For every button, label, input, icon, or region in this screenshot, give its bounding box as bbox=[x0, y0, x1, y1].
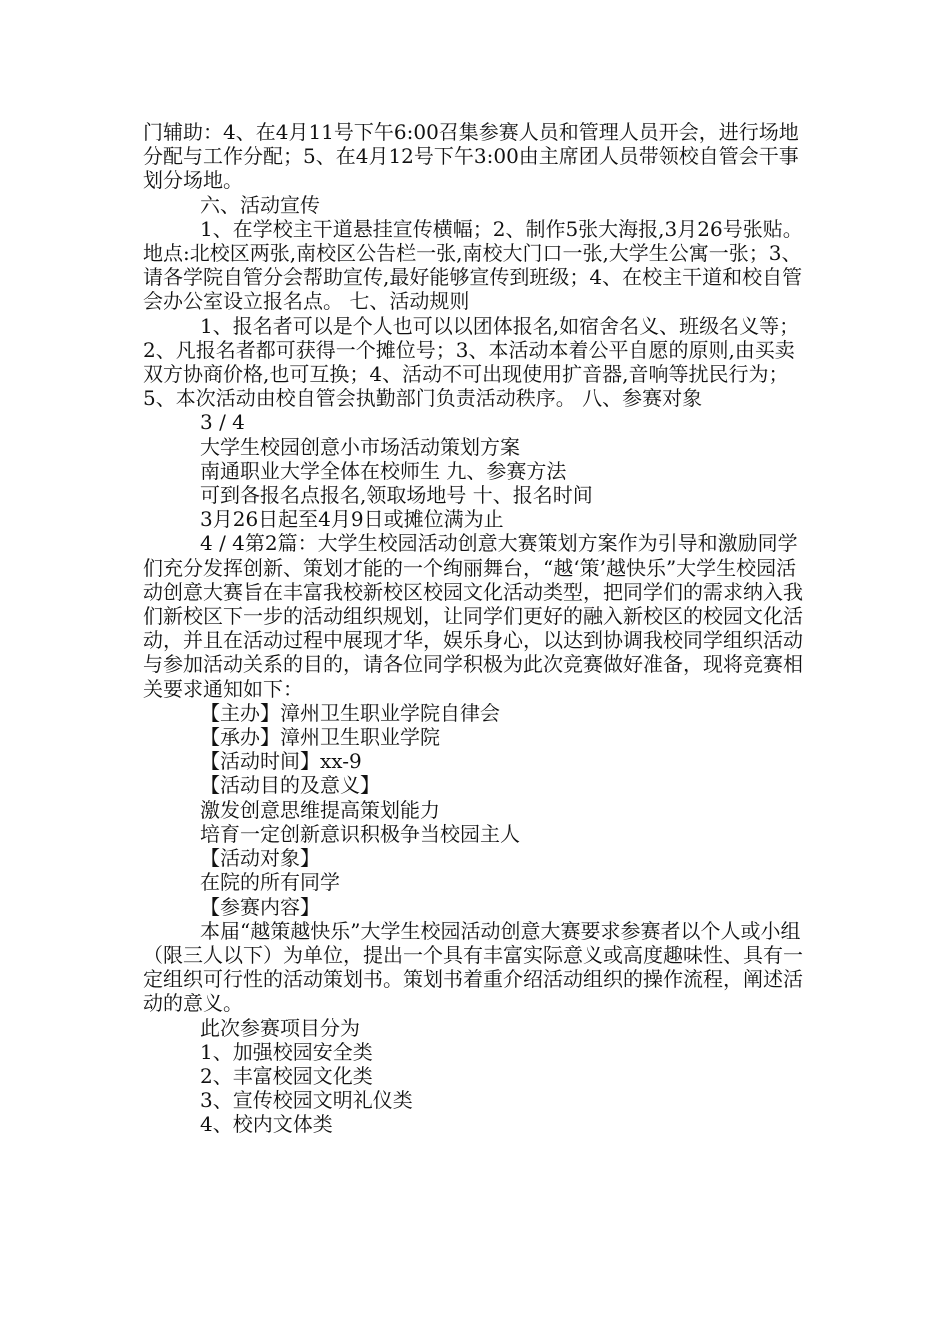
purpose-item-2: 培育一定创新意识积极争当校园主人 bbox=[200, 821, 520, 846]
category-item-3: 3、宣传校园文明礼仪类 bbox=[200, 1088, 413, 1113]
audience-heading: 【活动对象】 bbox=[200, 846, 320, 871]
paragraph-rules: 1、报名者可以是个人也可以以团体报名,如宿舍名义、班级名义等；2、凡报名者都可获得一个摊位号；3、本活动本着公平自愿的原则,由买卖双方协商价格,也可互换；4、活动不可出现使用扩音器,音响等扰民行为；5、本次活动由校自管会执勤部门负责活动秩序。 八、参赛对象 bbox=[143, 313, 800, 411]
audience-line: 在院的所有同学 bbox=[200, 870, 340, 895]
host-line: 【承办】漳州卫生职业学院 bbox=[200, 725, 440, 750]
heading-publicity: 六、活动宣传 bbox=[200, 192, 320, 217]
signup-time-line: 3月26日起至4月9日或摊位满为止 bbox=[200, 507, 504, 532]
paragraph-contest-intro: 4 / 4第2篇：大学生校园活动创意大赛策划方案作为引导和激励同学们充分发挥创新、策划才能的一个绚丽舞台，“越‘策’越快乐”大学生校园活动创意大赛旨在丰富我校新校区校园文化活动类型，把同学们的需求纳入我们新校区下一步的活动组织规划，让同学们更好的融入新校区的校园文化活动，并且在活动过程中展现才华，娱乐身心，以达到协调我校同学组织活动与参加活动关系的目的，请各位同学积极为此次竞赛做好准备，现将竞赛相关要求通知如下： bbox=[143, 531, 803, 701]
paragraph-publicity: 1、在学校主干道悬挂宣传横幅；2、制作5张大海报,3月26号张贴。地点:北校区两张,南校区公告栏一张,南校大门口一张,大学生公寓一张；3、请各学院自管分会帮助宣传,最好能够宣传到班级；4、在校主干道和校自管会办公室设立报名点。 七、活动规则 bbox=[143, 216, 803, 314]
purpose-item-1: 激发创意思维提高策划能力 bbox=[200, 797, 440, 822]
participants-line: 南通职业大学全体在校师生 九、参赛方法 bbox=[200, 458, 567, 483]
category-item-2: 2、丰富校园文化类 bbox=[200, 1063, 373, 1088]
categories-intro: 此次参赛项目分为 bbox=[200, 1015, 360, 1040]
purpose-heading: 【活动目的及意义】 bbox=[200, 773, 380, 798]
plan-title: 大学生校园创意小市场活动策划方案 bbox=[200, 434, 520, 459]
category-item-1: 1、加强校园安全类 bbox=[200, 1039, 373, 1064]
activity-time-line: 【活动时间】xx-9 bbox=[200, 749, 362, 774]
category-item-4: 4、校内文体类 bbox=[200, 1112, 333, 1137]
page-number: 3 / 4 bbox=[200, 410, 245, 435]
organizer-line: 【主办】漳州卫生职业学院自律会 bbox=[200, 700, 500, 725]
content-heading: 【参赛内容】 bbox=[200, 894, 320, 919]
paragraph-schedule-assist: 门辅助：4、在4月11号下午6:00召集参赛人员和管理人员开会，进行场地分配与工作分配；5、在4月12号下午3:00由主席团人员带领校自管会干事划分场地。 bbox=[143, 120, 799, 193]
paragraph-content: 本届“越策越快乐”大学生校园活动创意大赛要求参赛者以个人或小组（限三人以下）为单位，提出一个具有丰富实际意义或高度趣味性、具有一定组织可行性的活动策划书。策划书着重介绍活动组织的操作流程，阐述活动的意义。 bbox=[143, 918, 803, 1016]
document-body bbox=[143, 120, 811, 1137]
signup-method-line: 可到各报名点报名,领取场地号 十、报名时间 bbox=[200, 483, 593, 508]
